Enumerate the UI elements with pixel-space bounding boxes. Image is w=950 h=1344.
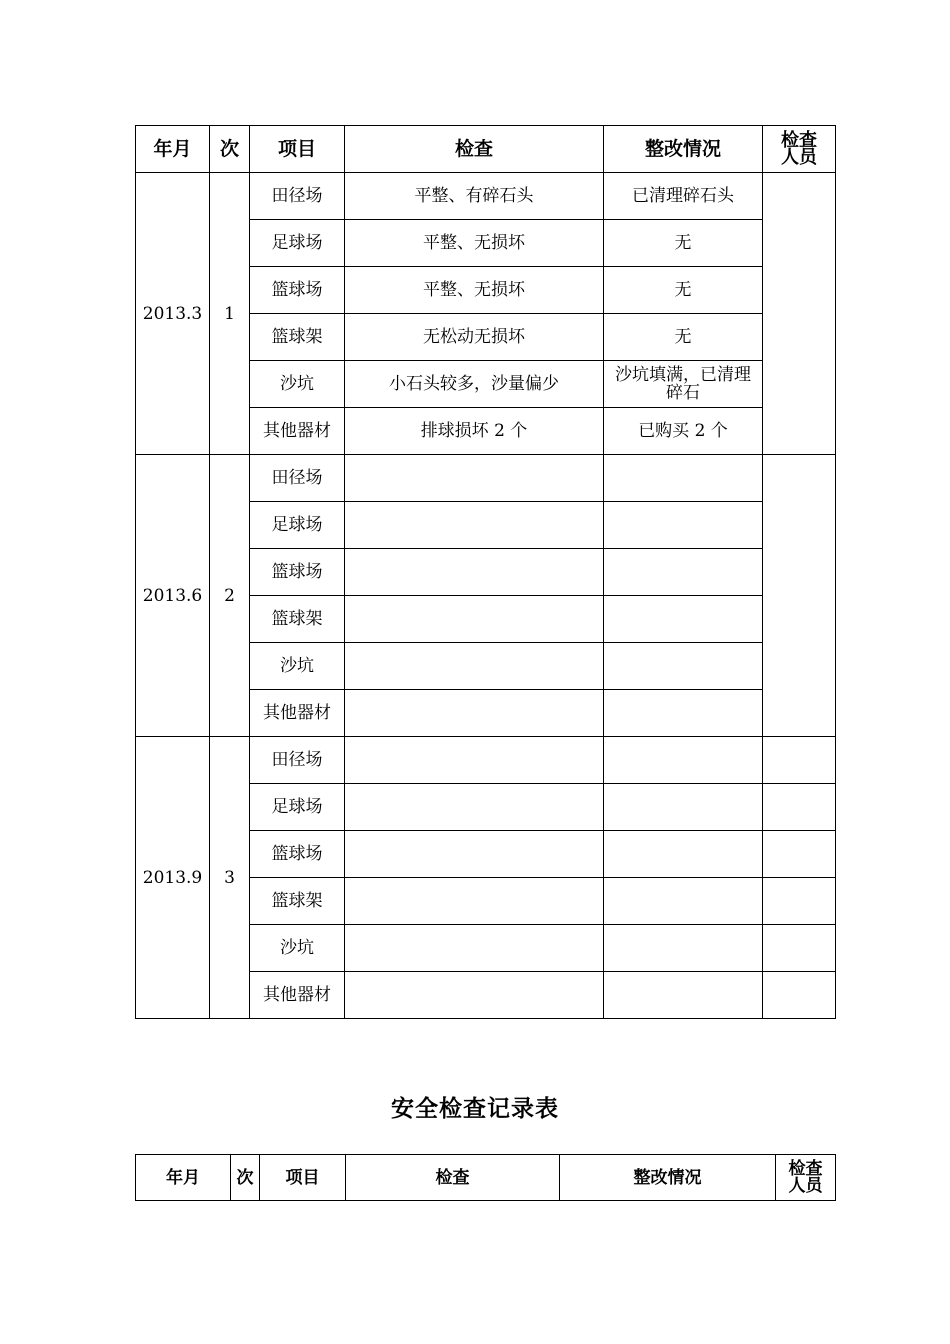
header-inspector: 检查 人员 (763, 126, 836, 173)
item-cell: 篮球架 (250, 878, 345, 925)
item-cell: 足球场 (250, 220, 345, 267)
check-cell (345, 972, 604, 1019)
header-item: 项目 (260, 1155, 346, 1201)
fix-cell (604, 972, 763, 1019)
check-cell: 平整、无损坏 (345, 267, 604, 314)
fix-cell (604, 784, 763, 831)
item-cell: 篮球架 (250, 596, 345, 643)
check-cell (345, 784, 604, 831)
check-cell: 平整、无损坏 (345, 220, 604, 267)
fix-cell: 已清理碎石头 (604, 173, 763, 220)
header-count: 次 (210, 126, 250, 173)
count-cell: 3 (210, 737, 250, 1019)
page-title: 安全检查记录表 (391, 1095, 559, 1122)
count-cell: 1 (210, 173, 250, 455)
inspector-cell (763, 173, 836, 455)
table-row (136, 455, 836, 502)
header-inspector: 检查 人员 (776, 1155, 836, 1201)
check-cell: 排球损坏 2 个 (345, 408, 604, 455)
table-row (136, 737, 836, 784)
check-cell: 小石头较多，沙量偏少 (345, 361, 604, 408)
item-cell: 足球场 (250, 784, 345, 831)
item-cell: 篮球场 (250, 549, 345, 596)
fix-cell: 无 (604, 267, 763, 314)
header-count: 次 (231, 1155, 260, 1201)
table-header-row (136, 1155, 836, 1201)
check-cell (345, 549, 604, 596)
header-check: 检查 (346, 1155, 560, 1201)
inspector-cell (763, 831, 836, 878)
check-cell (345, 502, 604, 549)
check-cell: 无松动无损坏 (345, 314, 604, 361)
month-cell: 2013.6 (136, 455, 210, 737)
count-cell: 2 (210, 455, 250, 737)
check-cell: 平整、有碎石头 (345, 173, 604, 220)
check-cell (345, 643, 604, 690)
inspector-cell (763, 784, 836, 831)
table-header-row (136, 126, 836, 173)
item-cell: 田径场 (250, 173, 345, 220)
header-month: 年月 (136, 1155, 231, 1201)
check-cell (345, 596, 604, 643)
item-cell: 篮球架 (250, 314, 345, 361)
item-cell: 沙坑 (250, 643, 345, 690)
inspector-cell (763, 737, 836, 784)
item-cell: 田径场 (250, 737, 345, 784)
inspector-cell (763, 972, 836, 1019)
inspector-cell (763, 878, 836, 925)
header-item: 项目 (250, 126, 345, 173)
fix-cell: 无 (604, 220, 763, 267)
fix-cell (604, 690, 763, 737)
fix-cell (604, 596, 763, 643)
item-cell: 其他器材 (250, 408, 345, 455)
item-cell: 沙坑 (250, 925, 345, 972)
check-cell (345, 925, 604, 972)
header-check: 检查 (345, 126, 604, 173)
fix-cell (604, 643, 763, 690)
item-cell: 足球场 (250, 502, 345, 549)
fix-cell (604, 737, 763, 784)
fix-cell (604, 831, 763, 878)
item-cell: 其他器材 (250, 690, 345, 737)
check-cell (345, 737, 604, 784)
check-cell (345, 878, 604, 925)
fix-cell (604, 878, 763, 925)
inspector-cell (763, 455, 836, 737)
item-cell: 篮球场 (250, 267, 345, 314)
fix-cell: 沙坑填满，已清理碎石 (604, 361, 763, 408)
item-cell: 田径场 (250, 455, 345, 502)
header-month: 年月 (136, 126, 210, 173)
check-cell (345, 690, 604, 737)
fix-cell: 无 (604, 314, 763, 361)
inspection-table-1 (135, 125, 836, 1019)
header-fix: 整改情况 (604, 126, 763, 173)
header-fix: 整改情况 (560, 1155, 776, 1201)
item-cell: 沙坑 (250, 361, 345, 408)
item-cell: 其他器材 (250, 972, 345, 1019)
fix-cell (604, 549, 763, 596)
month-cell: 2013.9 (136, 737, 210, 1019)
month-cell: 2013.3 (136, 173, 210, 455)
fix-cell (604, 502, 763, 549)
item-cell: 篮球场 (250, 831, 345, 878)
inspection-table-2 (135, 1154, 836, 1201)
fix-cell (604, 925, 763, 972)
table-row (136, 173, 836, 220)
fix-cell: 已购买 2 个 (604, 408, 763, 455)
check-cell (345, 831, 604, 878)
check-cell (345, 455, 604, 502)
fix-cell (604, 455, 763, 502)
inspector-cell (763, 925, 836, 972)
